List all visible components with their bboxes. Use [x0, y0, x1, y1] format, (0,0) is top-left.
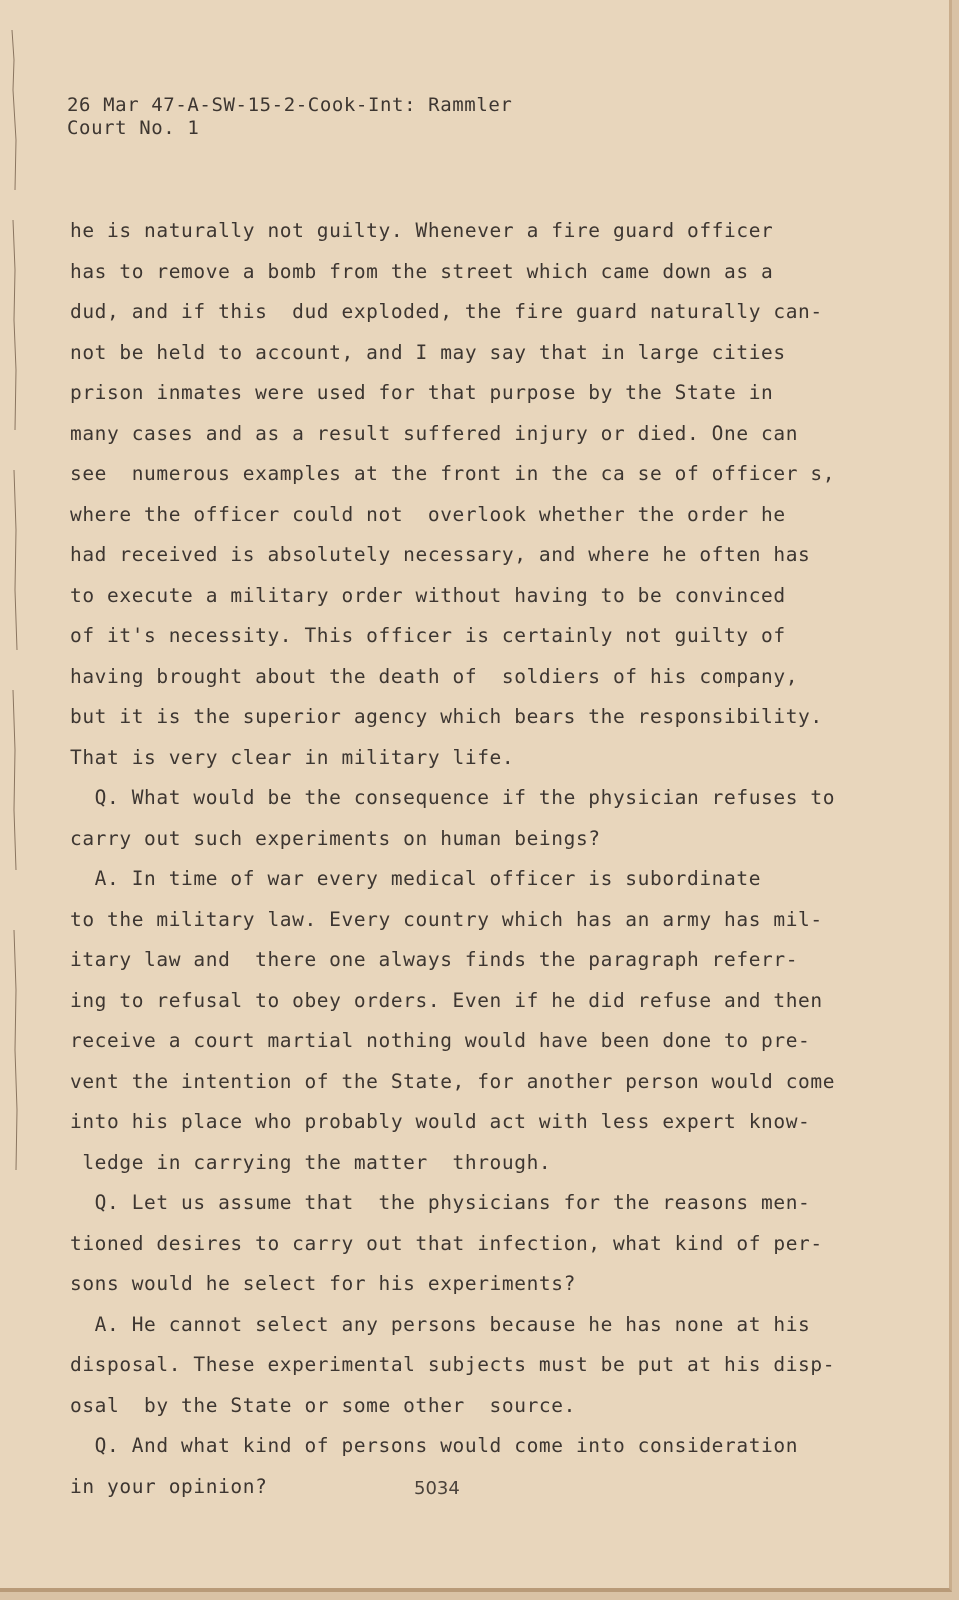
text-line: see numerous examples at the front in the ca se of officer s,: [70, 462, 836, 485]
answer-line: A. In time of war every medical officer is subordinate: [70, 867, 762, 890]
text-line: to execute a military order without having to be convinced: [70, 583, 786, 607]
text-line: to the military law. Every country which has an army has mil-: [70, 907, 823, 931]
page-number: 5034: [414, 1478, 460, 1499]
header-court-line: Court No. 1: [67, 117, 200, 139]
text-line: receive a court martial nothing would have been done to pre-: [70, 1029, 811, 1052]
text-line: into his place who probably would act with less expert know-: [70, 1110, 811, 1133]
text-line: prison inmates were used for that purpose by the State in: [70, 381, 774, 404]
text-line: dud, and if this dud exploded, the fire guard naturally can-: [70, 300, 823, 323]
text-line: having brought about the death of soldiers of his company,: [70, 664, 799, 688]
text-line: vent the intention of the State, for another person would come: [70, 1069, 836, 1093]
text-line: tioned desires to carry out that infection, what kind of per-: [70, 1231, 823, 1255]
text-line: not be held to account, and I may say that in large cities: [70, 340, 786, 364]
header-reference-line: 26 Mar 47-A-SW-15-2-Cook-Int: Rammler: [67, 94, 513, 116]
document-header: [67, 94, 512, 140]
binding-marks: [10, 30, 24, 1230]
question-line: Q. Let us assume that the physicians for the reasons men-: [70, 1191, 811, 1214]
text-line: carry out such experiments on human beings?: [70, 826, 601, 850]
text-line: disposal. These experimental subjects must be put at his disp-: [70, 1353, 836, 1376]
text-line: but it is the superior agency which bears the responsibility.: [70, 705, 823, 728]
testimony-body: [70, 211, 850, 1507]
text-line: of it's necessity. This officer is certainly not guilty of: [70, 624, 786, 647]
question-line: Q. What would be the consequence if the physician refuses to: [70, 786, 836, 809]
text-line: itary law and there one always finds the paragraph referr-: [70, 948, 799, 971]
text-line: in your opinion?: [70, 1474, 268, 1498]
text-line: That is very clear in military life.: [70, 745, 515, 769]
text-line: had received is absolutely necessary, and where he often has: [70, 543, 811, 566]
text-line: ing to refusal to obey orders. Even if he did refuse and then: [70, 988, 823, 1012]
text-line: has to remove a bomb from the street which came down as a: [70, 259, 774, 283]
question-line: Q. And what kind of persons would come into consideration: [70, 1434, 799, 1457]
text-line: sons would he select for his experiments?: [70, 1272, 576, 1295]
text-line: where the officer could not overlook whether the order he: [70, 502, 786, 526]
text-line: ledge in carrying the matter through.: [70, 1150, 552, 1174]
answer-line: A. He cannot select any persons because he has none at his: [70, 1312, 811, 1336]
text-line: he is naturally not guilty. Whenever a fire guard officer: [70, 219, 774, 242]
text-line: many cases and as a result suffered injury or died. One can: [70, 421, 799, 445]
text-line: osal by the State or some other source.: [70, 1393, 576, 1417]
